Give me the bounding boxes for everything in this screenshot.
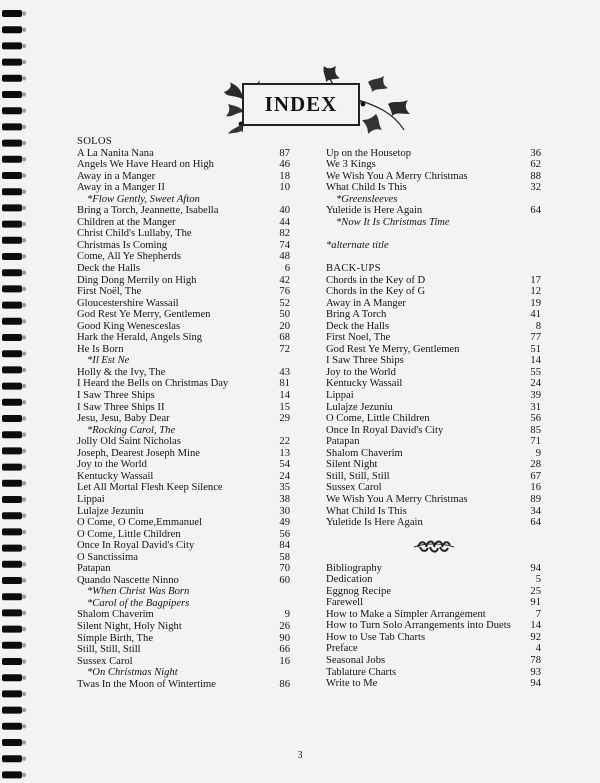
entry-title: Tablature Charts <box>326 666 397 678</box>
index-entry <box>326 332 541 344</box>
entry-page-number: 30 <box>279 505 290 517</box>
entry-page-number: 58 <box>279 551 290 563</box>
entry-title: Lippai <box>326 390 354 402</box>
section-heading-solos: SOLOS <box>77 136 113 147</box>
entry-page-number: 56 <box>530 413 541 425</box>
entry-page-number: 77 <box>530 332 541 344</box>
index-entry <box>77 309 290 321</box>
entry-title: Up on the Housetop <box>326 147 412 159</box>
index-entry <box>326 506 541 518</box>
entry-page-number: 8 <box>535 320 541 332</box>
entry-page-number: 13 <box>279 447 290 459</box>
entry-page-number: 14 <box>530 620 541 632</box>
entry-title: O Sanctissima <box>77 551 138 563</box>
alternate-title-note: *alternate title <box>326 239 389 251</box>
entry-page-number: 48 <box>279 251 290 263</box>
entry-page-number: 14 <box>530 355 541 367</box>
entry-page-number <box>270 425 290 437</box>
entry-page-number: 42 <box>279 274 290 286</box>
index-entry <box>77 517 290 529</box>
index-entry <box>77 679 290 691</box>
entry-page-number: 66 <box>279 644 290 656</box>
entry-page-number: 93 <box>530 666 541 678</box>
entry-title: Simple Birth, The <box>77 632 154 644</box>
entry-page-number: 78 <box>530 654 541 666</box>
entry-title: Bibliography <box>326 562 382 574</box>
entry-title: O Come, Little Children <box>77 528 181 540</box>
entry-title: Lulajze Jezuniu <box>77 505 144 517</box>
index-entry <box>326 367 541 379</box>
index-entry <box>77 275 290 287</box>
entry-title: Sussex Carol <box>326 482 382 494</box>
index-entry <box>326 655 541 667</box>
index-entry <box>326 609 541 621</box>
entry-page-number: 85 <box>530 424 541 436</box>
entry-page-number: 87 <box>279 147 290 159</box>
index-entry <box>326 620 541 632</box>
entry-title: He Is Born <box>77 343 124 355</box>
entry-page-number: 40 <box>279 205 290 217</box>
index-entry <box>77 217 290 229</box>
index-entry <box>77 575 290 587</box>
index-entry <box>326 309 541 321</box>
index-entry <box>326 194 541 206</box>
entry-page-number: 49 <box>279 517 290 529</box>
index-entry <box>326 667 541 679</box>
index-entry <box>77 436 290 448</box>
entry-page-number: 44 <box>279 216 290 228</box>
index-entry <box>326 586 541 598</box>
index-entry <box>77 413 290 425</box>
index-entry <box>77 552 290 564</box>
index-entry <box>326 436 541 448</box>
entry-title: Silent Night, Holy Night <box>77 620 182 632</box>
entry-page-number: 55 <box>530 366 541 378</box>
index-entry <box>77 344 290 356</box>
entry-page-number: 67 <box>530 470 541 482</box>
index-entry <box>77 402 290 414</box>
entry-title: *Flow Gently, Sweet Afton <box>87 193 200 205</box>
entry-title: Angels We Have Heard on High <box>77 159 214 171</box>
entry-page-number: 34 <box>530 505 541 517</box>
entry-title: Good King Wenesceslas <box>77 320 181 332</box>
entry-page-number: 71 <box>530 436 541 448</box>
index-entry <box>77 159 290 171</box>
entry-title: Away in a Manger <box>77 170 156 182</box>
index-entry <box>326 275 541 287</box>
index-entry <box>77 448 290 460</box>
entry-title: How to Turn Solo Arrangements into Duets <box>326 620 511 632</box>
entry-page-number: 41 <box>530 309 541 321</box>
entry-title: *Il Est Ne <box>87 355 130 367</box>
entry-page-number: 32 <box>530 182 541 194</box>
index-entry <box>77 263 290 275</box>
index-entry <box>77 355 290 367</box>
entry-page-number: 38 <box>279 493 290 505</box>
index-entry <box>77 251 290 263</box>
entry-page-number: 92 <box>530 631 541 643</box>
entry-title: Deck the Halls <box>77 263 140 275</box>
entry-title: Bring a Torch, Jeannette, Isabella <box>77 205 219 217</box>
entry-page-number: 5 <box>535 574 541 586</box>
index-entry <box>326 321 541 333</box>
entry-page-number: 81 <box>279 378 290 390</box>
index-entry <box>77 529 290 541</box>
entry-title: Deck the Halls <box>326 320 389 332</box>
entry-title: O Come, Little Children <box>326 413 430 425</box>
entry-page-number: 35 <box>279 482 290 494</box>
index-entry <box>77 494 290 506</box>
entry-page-number: 20 <box>279 320 290 332</box>
entry-page-number: 29 <box>279 413 290 425</box>
entry-title: How to Use Tab Charts <box>326 631 426 643</box>
entry-title: Sussex Carol <box>77 655 133 667</box>
index-entry <box>77 425 290 437</box>
entry-title: Still, Still, Still <box>77 644 141 656</box>
entry-title: I Saw Three Ships II <box>77 401 165 413</box>
index-entry <box>77 228 290 240</box>
entry-title: Joy to the World <box>77 459 147 471</box>
index-entry <box>77 240 290 252</box>
index-entry <box>77 390 290 402</box>
entry-page-number <box>270 667 290 679</box>
entry-page-number: 52 <box>279 297 290 309</box>
index-entry <box>77 621 290 633</box>
index-entry <box>77 194 290 206</box>
entry-page-number <box>270 586 290 598</box>
index-entry <box>77 182 290 194</box>
index-entry <box>326 390 541 402</box>
index-title-box <box>242 83 360 126</box>
entry-page-number: 74 <box>279 239 290 251</box>
index-entry <box>326 159 541 171</box>
index-entry <box>326 413 541 425</box>
index-entry <box>77 633 290 645</box>
entry-title: Gloucestershire Wassail <box>77 297 179 309</box>
entry-title: How to Make a Simpler Arrangement <box>326 608 486 620</box>
index-entry <box>77 598 290 610</box>
index-entry <box>77 563 290 575</box>
entry-title: Jolly Old Saint Nicholas <box>77 436 181 448</box>
index-entry <box>326 378 541 390</box>
entry-page-number: 94 <box>530 562 541 574</box>
entry-title: Holly & the Ivy, The <box>77 366 166 378</box>
entry-title: We Wish You A Merry Christmas <box>326 493 468 505</box>
entry-page-number: 89 <box>530 493 541 505</box>
entry-page-number: 46 <box>279 159 290 171</box>
entry-title: Still, Still, Still <box>326 470 390 482</box>
index-entry <box>326 344 541 356</box>
entry-title: A La Nanita Nana <box>77 147 154 159</box>
holly-sprig-divider-icon <box>326 529 541 563</box>
entry-title: Yuletide Is Here Again <box>326 517 423 529</box>
entry-title: *Rocking Carol, The <box>87 424 176 436</box>
entry-title: Ding Dong Merrily on High <box>77 274 197 286</box>
entry-title: Yuletide is Here Again <box>326 205 423 217</box>
entry-title: Joy to the World <box>326 366 396 378</box>
entry-page-number: 84 <box>279 540 290 552</box>
index-entry <box>326 632 541 644</box>
entry-title: God Rest Ye Merry, Gentlemen <box>326 343 460 355</box>
index-entry <box>77 609 290 621</box>
index-entry <box>77 298 290 310</box>
index-entry <box>77 205 290 217</box>
entry-title: First Noel, The <box>326 332 391 344</box>
entry-title: Patapan <box>326 436 360 448</box>
index-entry <box>77 459 290 471</box>
entry-page-number: 24 <box>279 470 290 482</box>
entry-page-number: 91 <box>530 597 541 609</box>
entry-page-number <box>521 217 541 229</box>
index-entry <box>326 494 541 506</box>
entry-title: God Rest Ye Merry, Gentlemen <box>77 309 211 321</box>
entry-page-number: 72 <box>279 343 290 355</box>
solos-column <box>77 136 290 690</box>
index-entry <box>77 656 290 668</box>
entry-title: Preface <box>326 643 358 655</box>
entry-title: *On Christmas Night <box>87 667 178 679</box>
entry-title: We Wish You A Merry Christmas <box>326 170 468 182</box>
entry-title: *When Christ Was Born <box>87 586 190 598</box>
entry-title: I Saw Three Ships <box>326 355 404 367</box>
right-column <box>326 136 541 690</box>
entry-page-number: 54 <box>279 459 290 471</box>
entry-title: Write to Me <box>326 678 378 690</box>
entry-title: What Child Is This <box>326 505 407 517</box>
index-entry <box>326 205 541 217</box>
entry-page-number: 16 <box>279 655 290 667</box>
index-entry <box>326 217 541 229</box>
index-entry <box>326 563 541 575</box>
entry-title: I Heard the Bells on Christmas Day <box>77 378 229 390</box>
entry-title: Jesu, Jesu, Baby Dear <box>77 413 170 425</box>
index-entry <box>326 182 541 194</box>
index-entry <box>77 378 290 390</box>
entry-page-number: 7 <box>535 608 541 620</box>
entry-page-number: 76 <box>279 286 290 298</box>
entry-title: Shalom Chaverim <box>326 447 403 459</box>
entry-page-number: 26 <box>279 620 290 632</box>
entry-page-number: 17 <box>530 274 541 286</box>
entry-page-number <box>270 355 290 367</box>
index-entry <box>326 459 541 471</box>
entry-page-number: 15 <box>279 401 290 413</box>
index-entry <box>326 471 541 483</box>
entry-page-number <box>270 598 290 610</box>
index-entry <box>326 286 541 298</box>
index-entry <box>326 425 541 437</box>
index-entry <box>77 148 290 160</box>
entry-page-number: 60 <box>279 574 290 586</box>
entry-page-number: 94 <box>530 678 541 690</box>
entry-title: *Now It Is Christmas Time <box>336 216 450 228</box>
entry-title: *Carol of the Bagpipers <box>87 597 190 609</box>
entry-page-number: 22 <box>279 436 290 448</box>
entry-page-number: 36 <box>530 147 541 159</box>
entry-page-number: 9 <box>535 447 541 459</box>
entry-page-number <box>270 194 290 206</box>
index-entry <box>77 586 290 598</box>
entry-title: Joseph, Dearest Joseph Mine <box>77 447 200 459</box>
entry-title: Bring A Torch <box>326 309 387 321</box>
index-entry <box>77 471 290 483</box>
entry-page-number: 28 <box>530 459 541 471</box>
entry-title: Come, All Ye Shepherds <box>77 251 181 263</box>
entry-page-number: 16 <box>530 482 541 494</box>
solos-continued-list <box>326 148 541 229</box>
entry-title: We 3 Kings <box>326 159 376 171</box>
index-entry <box>77 667 290 679</box>
entry-title: Silent Night <box>326 459 378 471</box>
entry-title: Kentucky Wassail <box>77 470 154 482</box>
index-entry <box>77 321 290 333</box>
entry-page-number: 10 <box>279 182 290 194</box>
entry-page-number: 70 <box>279 563 290 575</box>
entry-title: Kentucky Wassail <box>326 378 403 390</box>
entry-page-number: 50 <box>279 309 290 321</box>
entry-title: Hark the Herald, Angels Sing <box>77 332 203 344</box>
entry-page-number: 24 <box>530 378 541 390</box>
index-entry <box>326 448 541 460</box>
entry-page-number: 51 <box>530 343 541 355</box>
index-entry <box>326 643 541 655</box>
section-heading-backups: BACK-UPS <box>326 263 381 275</box>
entry-title: *Greensleeves <box>336 193 398 205</box>
index-entry <box>326 171 541 183</box>
entry-title: Patapan <box>77 563 111 575</box>
index-entry <box>77 171 290 183</box>
entry-title: Eggnog Recipe <box>326 585 392 597</box>
backups-list <box>326 275 541 529</box>
index-entry <box>77 506 290 518</box>
index-entry <box>326 678 541 690</box>
index-entry <box>77 286 290 298</box>
entry-title: Twas In the Moon of Wintertime <box>77 678 216 690</box>
entry-title: Chords in the Key of G <box>326 286 426 298</box>
index-entry <box>326 517 541 529</box>
entry-page-number: 43 <box>279 366 290 378</box>
entry-title: What Child Is This <box>326 182 407 194</box>
entry-title: First Noël, The <box>77 286 142 298</box>
entry-title: Quando Nascette Ninno <box>77 574 179 586</box>
entry-title: Children at the Manger <box>77 216 176 228</box>
entry-page-number: 39 <box>530 390 541 402</box>
entry-page-number: 62 <box>530 159 541 171</box>
entry-title: Away in a Manger II <box>77 182 165 194</box>
entry-page-number <box>521 194 541 206</box>
page-title: INDEX <box>264 92 338 116</box>
entry-title: Chords in the Key of D <box>326 274 426 286</box>
entry-page-number: 82 <box>279 228 290 240</box>
entry-page-number: 64 <box>530 517 541 529</box>
solos-list <box>77 148 290 691</box>
index-entry <box>77 332 290 344</box>
entry-title: Christmas Is Coming <box>77 239 168 251</box>
entry-page-number: 18 <box>279 170 290 182</box>
entry-title: Farewell <box>326 597 364 609</box>
index-entry <box>326 355 541 367</box>
entry-page-number: 19 <box>530 297 541 309</box>
entry-title: I Saw Three Ships <box>77 390 155 402</box>
entry-title: Once In Royal David's City <box>326 424 444 436</box>
spiral-binding <box>0 0 28 783</box>
entry-title: Once In Royal David's City <box>77 540 195 552</box>
entry-page-number: 25 <box>530 585 541 597</box>
entry-page-number: 68 <box>279 332 290 344</box>
index-entry <box>77 367 290 379</box>
entry-page-number: 56 <box>279 528 290 540</box>
other-topics-list <box>326 563 541 690</box>
index-entry <box>77 644 290 656</box>
entry-page-number: 12 <box>530 286 541 298</box>
entry-title: Dedication <box>326 574 373 586</box>
entry-page-number: 86 <box>279 678 290 690</box>
entry-page-number: 31 <box>530 401 541 413</box>
entry-page-number: 9 <box>284 609 290 621</box>
entry-page-number: 64 <box>530 205 541 217</box>
entry-page-number: 14 <box>279 390 290 402</box>
index-entry <box>77 540 290 552</box>
index-entry <box>77 482 290 494</box>
entry-title: Let All Mortal Flesh Keep Silence <box>77 482 223 494</box>
entry-page-number: 6 <box>284 263 290 275</box>
index-entry <box>326 298 541 310</box>
entry-title: Away in A Manger <box>326 297 406 309</box>
entry-title: Lippai <box>77 493 105 505</box>
index-entry <box>326 402 541 414</box>
page-number: 3 <box>297 750 303 761</box>
index-entry <box>326 148 541 160</box>
entry-page-number: 4 <box>535 643 541 655</box>
entry-page-number: 88 <box>530 170 541 182</box>
index-entry <box>326 574 541 586</box>
entry-page-number: 90 <box>279 632 290 644</box>
entry-title: Seasonal Jobs <box>326 654 386 666</box>
index-entry <box>326 482 541 494</box>
entry-title: O Come, O Come,Emmanuel <box>77 517 203 529</box>
entry-title: Lulajze Jezuniu <box>326 401 393 413</box>
entry-title: Shalom Chaverim <box>77 609 154 621</box>
entry-title: Christ Child's Lullaby, The <box>77 228 192 240</box>
index-entry <box>326 597 541 609</box>
